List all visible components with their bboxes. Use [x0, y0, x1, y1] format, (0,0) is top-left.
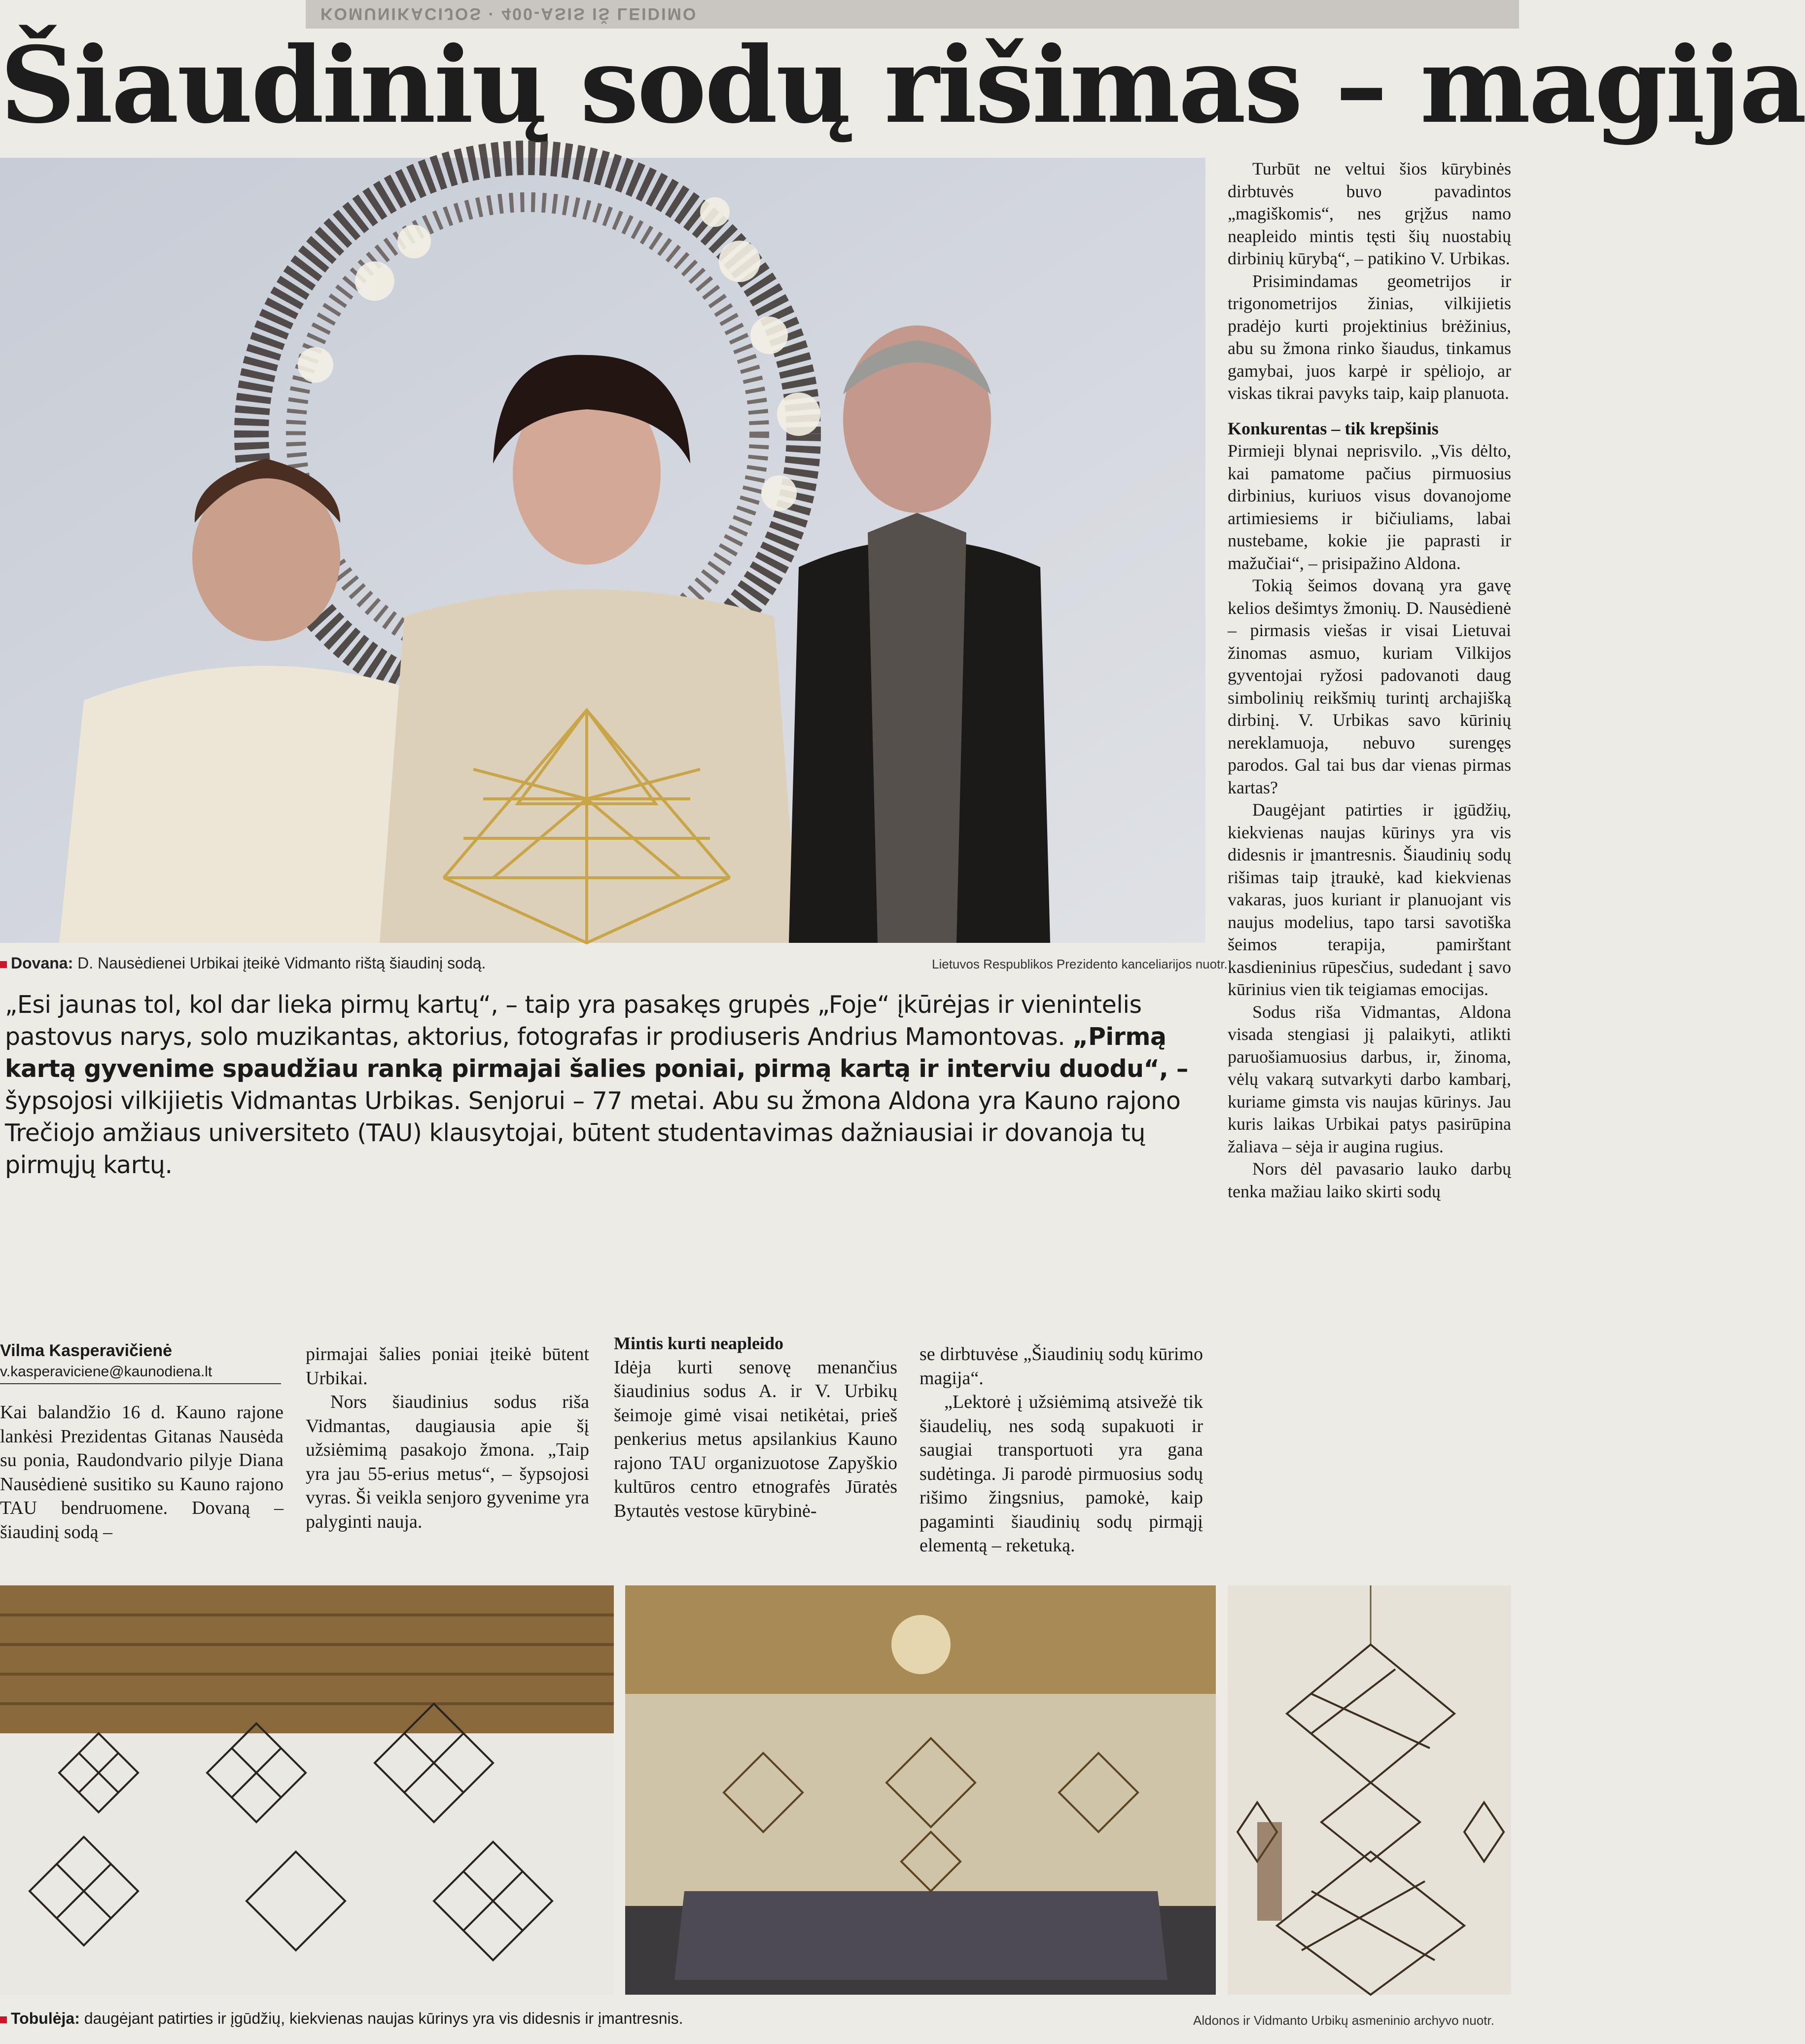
- author-email: v.kasperaviciene@kaunodiena.lt: [0, 1363, 281, 1384]
- bottom-caption-bullet-icon: [0, 2016, 7, 2023]
- right-subheading: Konkurentas – tik krepšinis: [1228, 418, 1439, 438]
- right-paragraph-1: Turbūt ne veltui šios kūrybinės dirbtuvės buvo pavadintos „magiškomis“, nes grįžus namo neapleido mintis tęsti šių nuostabių dirbinių kūrybą“, – patikino V. Urbikas.: [1228, 159, 1511, 268]
- right-paragraph-5: Daugėjant patirties ir įgūdžių, kiekvienas naujas kūrinys yra vis didesnis ir įmantresnis. Šiaudinių sodų rišimas taip įtraukė, kad kiekvienas vakaras, juos kuriant ir planuojant vis naujus modelius, tapo tarsi savotiška šeimos terapija, pamirštant kasdieninius rūpesčius, sudedant į savo kūrinius vien tik teigiamas emocijas.: [1228, 800, 1511, 999]
- article-column-1: [0, 1400, 283, 1544]
- top-photo-credit: Lietuvos Respublikos Prezidento kanceliarijos nuotr.: [932, 957, 1228, 971]
- bottom-photo-right: [1228, 1585, 1511, 1995]
- col2-paragraph-1: pirmajai šalies poniai įteikė būtent Urbikai.: [306, 1344, 589, 1389]
- right-paragraph-3: Pirmieji blynai neprisvilo. „Vis dėlto, kai pamatome pačius pirmuosius dirbinius, kuriuos visus dovanojome artimiesiems ir bičiuliams, labai nustebame, kokie jie paprasti ir mažučiai“, – prisipažino Aldona.: [1228, 441, 1511, 573]
- col3-subheading: Mintis kurti neapleido: [614, 1333, 784, 1353]
- bottom-photo-caption: [0, 2009, 683, 2028]
- top-caption-text: D. Nausėdienei Urbikai įteikė Vidmanto rištą šiaudinį sodą.: [73, 954, 486, 972]
- col3-paragraph-1: Idėja kurti senovę menančius šiaudinius sodus A. ir V. Urbikų šeimoje gimė visai netikėtai, prieš penkerius metus apsilankius Kauno rajono TAU organizuotose Zapyškio kultūros centro etnografės Jūratės Bytautės vestose kūrybinė-: [614, 1357, 897, 1521]
- lead-part1: „Esi jaunas tol, kol dar lieka pirmų kartų“, – taip yra pasakęs grupės „Foje“ įkūrėjas ir vienintelis pastovus narys, solo muzikantas, aktorius, fotografas ir prodiuseris Andrius Mamontovas.: [5, 991, 1142, 1051]
- bottom-photo-middle: [625, 1585, 1216, 1995]
- lead-quote: „Pirmą kartą gyvenime spaudžiau ranką pirmajai šalies poniai, pirmą kartą ir interviu duodu“, –: [5, 1023, 1188, 1083]
- article-column-right: [1228, 158, 1511, 1203]
- col4-paragraph-1: se dirbtuvėse „Šiaudinių sodų kūrimo magija“.: [920, 1344, 1203, 1389]
- right-paragraph-7: Nors dėl pavasario lauko darbų tenka mažiau laiko skirti sodų: [1228, 1159, 1511, 1201]
- right-paragraph-2: Prisimindamas geometrijos ir trigonometrijos žinias, vilkijietis pradėjo kurti projektinius brėžinius, abu su žmona rinko šiaudus, tinkamus gamybai, juos karpė ir spėliojo, ar viskas tikrai pavyks taip, kaip planuota.: [1228, 271, 1511, 403]
- caption-bullet-icon: [0, 961, 7, 968]
- lead-part2: šypsojosi vilkijietis Vidmantas Urbikas. Senjorui – 77 metai. Abu su žmona Aldona yra Kauno rajono Trečiojo amžiaus universiteto (TAU) klausytojai, būtent studentavimas dažniausiai ir dovanoja tų pirmųjų kartų.: [5, 1087, 1181, 1179]
- straw-gardens-wall-illustration: [0, 1585, 614, 1995]
- bottom-caption-text: daugėjant patirties ir įgūdžių, kiekvienas naujas kūrinys yra vis didesnis ir įmantresnis.: [79, 2009, 683, 2027]
- right-paragraph-6: Sodus riša Vidmantas, Aldona visada stengiasi jį palaikyti, atlikti paruošiamuosius darbus, ir, žinoma, vėlų vakarą sutvarkyti darbo kambarį, kuriame gimsta vis naujas kūrinys. Jau kuris laikas Urbikai patys pasirūpina žaliava – sėja ir augina rugius.: [1228, 1002, 1511, 1156]
- article-column-4: [920, 1342, 1203, 1558]
- top-photo: [0, 158, 1205, 943]
- top-photo-caption: [0, 954, 486, 972]
- lead-paragraph: [5, 989, 1208, 1181]
- masthead-strip: KOMUNIKACIJOS · 400-ASIS IŠ LEIDIMO: [306, 0, 1519, 29]
- page-headline: Šiaudinių sodų rišimas – magija: [0, 24, 1805, 146]
- top-caption-label: Dovana:: [11, 954, 73, 972]
- article-column-2: [306, 1342, 589, 1534]
- bottom-caption-label: Tobulėja:: [11, 2009, 80, 2027]
- bottom-photo-left: [0, 1585, 614, 1995]
- hanging-straw-garden-illustration: [1228, 1585, 1511, 1995]
- col4-paragraph-2: „Lektorė į užsiėmimą atsivežė tik šiaudelių, nes sodą supakuoti ir saugiai transportuoti yra gana sudėtinga. Ji parodė pirmuosius sodų rišimo žingsnius, pamokė, kaip pagaminti šiaudinių sodų pirmąjį elementą – reketuką.: [920, 1392, 1203, 1556]
- author-name: Vilma Kasperavičienė: [0, 1341, 173, 1360]
- article-column-3: [614, 1331, 897, 1523]
- col1-paragraph: Kai balandžio 16 d. Kauno rajone lankėsi Prezidentas Gitanas Nausėda su ponia, Raudondvario pilyje Diana Nausėdienė susitiko su Kauno rajono TAU bendruomene. Dovaną – šiaudinį sodą –: [0, 1402, 283, 1542]
- top-photo-illustration: [0, 158, 1205, 943]
- bottom-photo-credit: Aldonos ir Vidmanto Urbikų asmeninio archyvo nuotr.: [1193, 2013, 1494, 2028]
- living-room-illustration: [625, 1585, 1216, 1995]
- col2-paragraph-2: Nors šiaudinius sodus riša Vidmantas, daugiausia apie šį užsiėmimą pasakojo žmona. „Taip yra jau 55-erius metus“, – šypsojosi vyras. Ši veikla senjoro gyvenime yra palyginti nauja.: [306, 1392, 589, 1532]
- right-paragraph-4: Tokią šeimos dovaną yra gavę kelios dešimtys žmonių. D. Nausėdienė – pirmasis viešas ir visai Lietuvai žinomas asmuo, kuriam Vilkijos gyventojai ryžosi padovanoti daug simbolinių reikšmių turintį archajišką dirbinį. V. Urbikas savo kūrinių nereklamuoja, nebuvo surengęs parodos. Gal tai bus dar vienas pirmas kartas?: [1228, 575, 1511, 797]
